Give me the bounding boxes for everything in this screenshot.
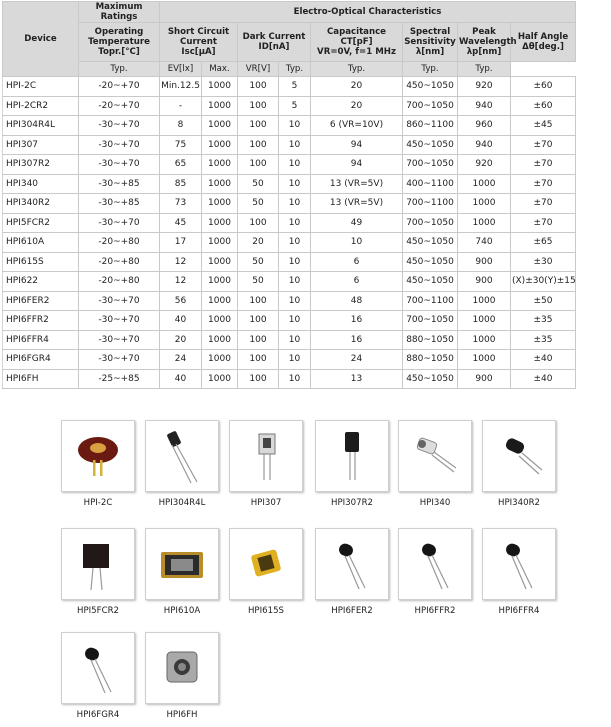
table-cell: 100 xyxy=(238,291,279,311)
table-cell: 1000 xyxy=(458,291,511,311)
table-cell: 10 xyxy=(279,194,311,214)
table-cell: -30~+70 xyxy=(79,155,160,175)
short-circuit-header: Short Circuit Current Isc[μA] xyxy=(160,23,238,62)
table-cell: 1000 xyxy=(202,96,238,116)
table-cell: 100 xyxy=(238,369,279,389)
table-cell: 12 xyxy=(160,252,202,272)
table-cell: 1000 xyxy=(202,330,238,350)
table-cell: 1000 xyxy=(202,291,238,311)
product-thumbnail[interactable] xyxy=(315,528,389,600)
table-cell: 1000 xyxy=(458,311,511,331)
table-cell: 10 xyxy=(279,330,311,350)
table-cell: 1000 xyxy=(202,77,238,97)
table-cell: ±70 xyxy=(511,213,576,233)
table-cell: ±35 xyxy=(511,311,576,331)
table-cell: ±70 xyxy=(511,135,576,155)
table-cell: 900 xyxy=(458,272,511,292)
table-cell: 700~1100 xyxy=(403,194,458,214)
table-cell: 50 xyxy=(238,272,279,292)
product-label: HPI6FH xyxy=(166,710,198,720)
product-card[interactable] xyxy=(315,420,389,508)
product-card[interactable] xyxy=(229,420,303,508)
table-cell: 48 xyxy=(311,291,403,311)
product-thumbnail[interactable] xyxy=(145,528,219,600)
product-thumbnail[interactable] xyxy=(229,528,303,600)
product-label: HPI6FER2 xyxy=(331,606,373,616)
table-cell: 1000 xyxy=(458,213,511,233)
table-cell: 700~1050 xyxy=(403,311,458,331)
subheader-cell: Typ. xyxy=(79,62,160,77)
product-card[interactable] xyxy=(145,528,219,616)
table-cell: -30~+70 xyxy=(79,116,160,136)
product-label: HPI6FFR4 xyxy=(498,606,540,616)
table-cell: -30~+70 xyxy=(79,213,160,233)
device-name-cell: HPI6FFR2 xyxy=(3,311,79,331)
black-dome-photodiode-icon xyxy=(404,534,466,594)
device-name-cell: HPI5FCR2 xyxy=(3,213,79,233)
product-thumbnail[interactable] xyxy=(145,420,219,492)
table-cell: 10 xyxy=(279,311,311,331)
table-cell: -25~+85 xyxy=(79,369,160,389)
dark-current-header: Dark Current ID[nA] xyxy=(238,23,311,62)
subheader-cell: VR[V] xyxy=(238,62,279,77)
table-cell: -30~+70 xyxy=(79,135,160,155)
device-name-cell: HPI-2C xyxy=(3,77,79,97)
table-cell: ±35 xyxy=(511,330,576,350)
device-name-cell: HPI6FH xyxy=(3,369,79,389)
subheader-cell: Typ. xyxy=(403,62,458,77)
electro-optical-header: Electro-Optical Characteristics xyxy=(160,2,576,23)
table-cell: 8 xyxy=(160,116,202,136)
table-cell: 6 (VR=10V) xyxy=(311,116,403,136)
table-cell: 1000 xyxy=(458,330,511,350)
table-row xyxy=(3,135,576,155)
table-cell: 1000 xyxy=(202,174,238,194)
table-cell: 100 xyxy=(238,77,279,97)
table-cell: ±60 xyxy=(511,77,576,97)
table-cell: 1000 xyxy=(202,116,238,136)
table-cell: 10 xyxy=(279,369,311,389)
table-cell: 6 xyxy=(311,272,403,292)
table-cell: 450~1050 xyxy=(403,135,458,155)
product-card[interactable] xyxy=(145,420,219,508)
table-cell: -20~+80 xyxy=(79,252,160,272)
table-cell: 1000 xyxy=(202,213,238,233)
table-cell: Min.12.5 xyxy=(160,77,202,97)
product-label: HPI615S xyxy=(247,606,285,616)
table-cell: 94 xyxy=(311,135,403,155)
operating-temp-header: Operating Temperature Topr.[°C] xyxy=(79,23,160,62)
product-thumbnail[interactable] xyxy=(61,420,135,492)
table-cell: ±70 xyxy=(511,155,576,175)
table-cell: 13 (VR=5V) xyxy=(311,194,403,214)
table-row xyxy=(3,77,576,97)
table-row xyxy=(3,96,576,116)
table-cell: 10 xyxy=(279,116,311,136)
table-cell: 450~1050 xyxy=(403,369,458,389)
table-cell: 85 xyxy=(160,174,202,194)
device-name-cell: HPI6FER2 xyxy=(3,291,79,311)
product-card[interactable] xyxy=(398,528,472,616)
product-thumbnail[interactable] xyxy=(61,528,135,600)
table-cell: 13 xyxy=(311,369,403,389)
table-row xyxy=(3,330,576,350)
table-cell: 5 xyxy=(279,77,311,97)
table-cell: 75 xyxy=(160,135,202,155)
table-cell: 100 xyxy=(238,135,279,155)
table-cell: 45 xyxy=(160,213,202,233)
smd-photodiode-icon xyxy=(151,534,213,594)
table-cell: ±65 xyxy=(511,233,576,253)
product-label: HPI307R2 xyxy=(330,498,374,508)
table-cell: 10 xyxy=(279,174,311,194)
product-label: HPI340R2 xyxy=(497,498,541,508)
product-label: HPI6FFR2 xyxy=(414,606,456,616)
table-cell: 10 xyxy=(279,272,311,292)
table-cell: ±30 xyxy=(511,252,576,272)
product-thumbnail[interactable] xyxy=(61,632,135,704)
table-cell: 700~1050 xyxy=(403,213,458,233)
table-cell: 100 xyxy=(238,330,279,350)
table-cell: 16 xyxy=(311,330,403,350)
device-name-cell: HPI610A xyxy=(3,233,79,253)
table-cell: 1000 xyxy=(202,369,238,389)
black-radial-photodiode-icon xyxy=(151,426,213,486)
table-cell: 1000 xyxy=(202,233,238,253)
table-row xyxy=(3,252,576,272)
product-thumbnail[interactable] xyxy=(398,420,472,492)
table-cell: ±50 xyxy=(511,291,576,311)
table-cell: ±45 xyxy=(511,116,576,136)
table-cell: 740 xyxy=(458,233,511,253)
device-name-cell: HPI6FGR4 xyxy=(3,350,79,370)
subheader-cell: EV[lx] xyxy=(160,62,202,77)
table-cell: -30~+85 xyxy=(79,174,160,194)
gold-smd-photodiode-icon xyxy=(235,534,297,594)
table-cell: 700~1050 xyxy=(403,96,458,116)
table-cell: ±70 xyxy=(511,174,576,194)
half-angle-header: Half Angle Δθ[deg.] xyxy=(511,23,576,62)
device-name-cell: HPI6FFR4 xyxy=(3,330,79,350)
table-cell: 940 xyxy=(458,135,511,155)
metal-smd-photodiode-icon xyxy=(151,638,213,698)
table-cell: - xyxy=(160,96,202,116)
black-cylinder-photodiode-icon xyxy=(488,426,550,486)
table-cell: 10 xyxy=(279,155,311,175)
product-card[interactable] xyxy=(61,420,135,508)
table-cell: 450~1050 xyxy=(403,252,458,272)
table-row xyxy=(3,174,576,194)
table-cell: 12 xyxy=(160,272,202,292)
table-cell: 880~1050 xyxy=(403,350,458,370)
table-cell: 100 xyxy=(238,350,279,370)
table-cell: 100 xyxy=(238,311,279,331)
table-cell: -20~+70 xyxy=(79,96,160,116)
subheader-cell: Typ. xyxy=(311,62,403,77)
product-label: HPI304R4L xyxy=(158,498,206,508)
device-name-cell: HPI340R2 xyxy=(3,194,79,214)
table-cell: 920 xyxy=(458,77,511,97)
table-cell: 450~1050 xyxy=(403,77,458,97)
product-card[interactable] xyxy=(145,632,219,720)
table-cell: 10 xyxy=(311,233,403,253)
table-cell: 10 xyxy=(279,252,311,272)
table-cell: 50 xyxy=(238,174,279,194)
spectral-header: Spectral Sensitivity λ[nm] xyxy=(403,23,458,62)
table-cell: 5 xyxy=(279,96,311,116)
table-cell: 900 xyxy=(458,252,511,272)
table-cell: ±60 xyxy=(511,96,576,116)
table-cell: 960 xyxy=(458,116,511,136)
table-cell: ±70 xyxy=(511,194,576,214)
table-cell: 10 xyxy=(279,291,311,311)
table-cell: 20 xyxy=(311,77,403,97)
table-row xyxy=(3,350,576,370)
device-name-cell: HPI304R4L xyxy=(3,116,79,136)
device-name-cell: HPI-2CR2 xyxy=(3,96,79,116)
product-card[interactable] xyxy=(482,420,556,508)
peak-wavelength-header: Peak Wavelength λp[nm] xyxy=(458,23,511,62)
table-cell: 1000 xyxy=(202,155,238,175)
table-cell: 100 xyxy=(238,96,279,116)
table-cell: 20 xyxy=(311,96,403,116)
black-dome-photodiode-icon xyxy=(488,534,550,594)
product-card[interactable] xyxy=(398,420,472,508)
table-cell: 400~1100 xyxy=(403,174,458,194)
table-cell: (X)±30(Y)±15 xyxy=(511,272,576,292)
black-dome-photodiode-icon xyxy=(67,638,129,698)
table-cell: 56 xyxy=(160,291,202,311)
subheader-row xyxy=(3,62,576,77)
table-cell: 1000 xyxy=(202,252,238,272)
product-label: HPI340 xyxy=(419,498,451,508)
table-cell: 65 xyxy=(160,155,202,175)
table-cell: 10 xyxy=(279,213,311,233)
table-cell: 24 xyxy=(311,350,403,370)
table-cell: 49 xyxy=(311,213,403,233)
table-row xyxy=(3,291,576,311)
table-cell: 1000 xyxy=(458,174,511,194)
table-cell: 10 xyxy=(279,350,311,370)
table-row xyxy=(3,369,576,389)
table-row xyxy=(3,213,576,233)
product-label: HPI-2C xyxy=(83,498,113,508)
subheader-cell: Typ. xyxy=(279,62,311,77)
product-thumbnail[interactable] xyxy=(229,420,303,492)
black-side-view-photodiode-icon xyxy=(321,426,383,486)
silver-side-view-photodiode-icon xyxy=(235,426,297,486)
table-row xyxy=(3,116,576,136)
product-card[interactable] xyxy=(229,528,303,616)
table-cell: -30~+70 xyxy=(79,291,160,311)
spec-table xyxy=(2,1,576,389)
device-header: Device xyxy=(3,2,79,77)
table-cell: 20 xyxy=(238,233,279,253)
table-cell: 450~1050 xyxy=(403,272,458,292)
table-cell: -30~+70 xyxy=(79,350,160,370)
table-row xyxy=(3,272,576,292)
table-cell: 940 xyxy=(458,96,511,116)
product-label: HPI307 xyxy=(250,498,282,508)
table-cell: 860~1100 xyxy=(403,116,458,136)
table-cell: 100 xyxy=(238,155,279,175)
black-dome-photodiode-icon xyxy=(321,534,383,594)
table-cell: 6 xyxy=(311,252,403,272)
table-cell: 100 xyxy=(238,116,279,136)
black-square-photodiode-icon xyxy=(67,534,129,594)
table-cell: 700~1100 xyxy=(403,291,458,311)
table-cell: 450~1050 xyxy=(403,233,458,253)
table-cell: 13 (VR=5V) xyxy=(311,174,403,194)
table-cell: 20 xyxy=(160,330,202,350)
table-cell: 40 xyxy=(160,311,202,331)
table-row xyxy=(3,155,576,175)
device-name-cell: HPI615S xyxy=(3,252,79,272)
table-cell: -20~+80 xyxy=(79,233,160,253)
table-cell: 700~1050 xyxy=(403,155,458,175)
table-cell: 16 xyxy=(311,311,403,331)
subheader-cell: Max. xyxy=(202,62,238,77)
product-thumbnail[interactable] xyxy=(315,420,389,492)
table-cell: 73 xyxy=(160,194,202,214)
table-cell: 920 xyxy=(458,155,511,175)
table-cell: -20~+70 xyxy=(79,77,160,97)
device-name-cell: HPI340 xyxy=(3,174,79,194)
product-label: HPI6FGR4 xyxy=(76,710,120,720)
product-thumbnail[interactable] xyxy=(482,420,556,492)
table-cell: 1000 xyxy=(202,135,238,155)
table-row xyxy=(3,233,576,253)
table-cell: 1000 xyxy=(202,272,238,292)
table-cell: 50 xyxy=(238,194,279,214)
product-card[interactable] xyxy=(61,632,135,720)
table-cell: -30~+85 xyxy=(79,194,160,214)
table-cell: -30~+70 xyxy=(79,311,160,331)
table-cell: -20~+80 xyxy=(79,272,160,292)
table-cell: 100 xyxy=(238,213,279,233)
device-name-cell: HPI622 xyxy=(3,272,79,292)
table-cell: 50 xyxy=(238,252,279,272)
table-row xyxy=(3,311,576,331)
round-red-photodiode-icon xyxy=(67,426,129,486)
table-cell: 94 xyxy=(311,155,403,175)
product-thumbnail[interactable] xyxy=(398,528,472,600)
table-cell: 10 xyxy=(279,135,311,155)
table-cell: 17 xyxy=(160,233,202,253)
table-cell: 880~1050 xyxy=(403,330,458,350)
table-cell: 1000 xyxy=(202,311,238,331)
table-cell: 40 xyxy=(160,369,202,389)
spec-table-body xyxy=(3,77,576,389)
product-label: HPI610A xyxy=(163,606,201,616)
table-cell: 24 xyxy=(160,350,202,370)
subheader-cell: Typ. xyxy=(458,62,511,77)
product-thumbnail[interactable] xyxy=(145,632,219,704)
table-cell: 1000 xyxy=(458,194,511,214)
table-cell: ±40 xyxy=(511,350,576,370)
product-thumbnail[interactable] xyxy=(482,528,556,600)
table-cell: 10 xyxy=(279,233,311,253)
table-row xyxy=(3,194,576,214)
table-cell: 1000 xyxy=(202,194,238,214)
device-name-cell: HPI307 xyxy=(3,135,79,155)
device-name-cell: HPI307R2 xyxy=(3,155,79,175)
capacitance-header: Capacitance CT[pF] VR=0V, f=1 MHz xyxy=(311,23,403,62)
table-cell: 900 xyxy=(458,369,511,389)
table-cell: 1000 xyxy=(458,350,511,370)
product-card[interactable] xyxy=(61,528,135,616)
product-card[interactable] xyxy=(482,528,556,616)
product-card[interactable] xyxy=(315,528,389,616)
silver-lensed-photodiode-icon xyxy=(404,426,466,486)
max-ratings-header: Maximum Ratings xyxy=(79,2,160,23)
table-cell: -30~+70 xyxy=(79,330,160,350)
table-cell: ±40 xyxy=(511,369,576,389)
table-cell: 1000 xyxy=(202,350,238,370)
product-label: HPI5FCR2 xyxy=(76,606,120,616)
